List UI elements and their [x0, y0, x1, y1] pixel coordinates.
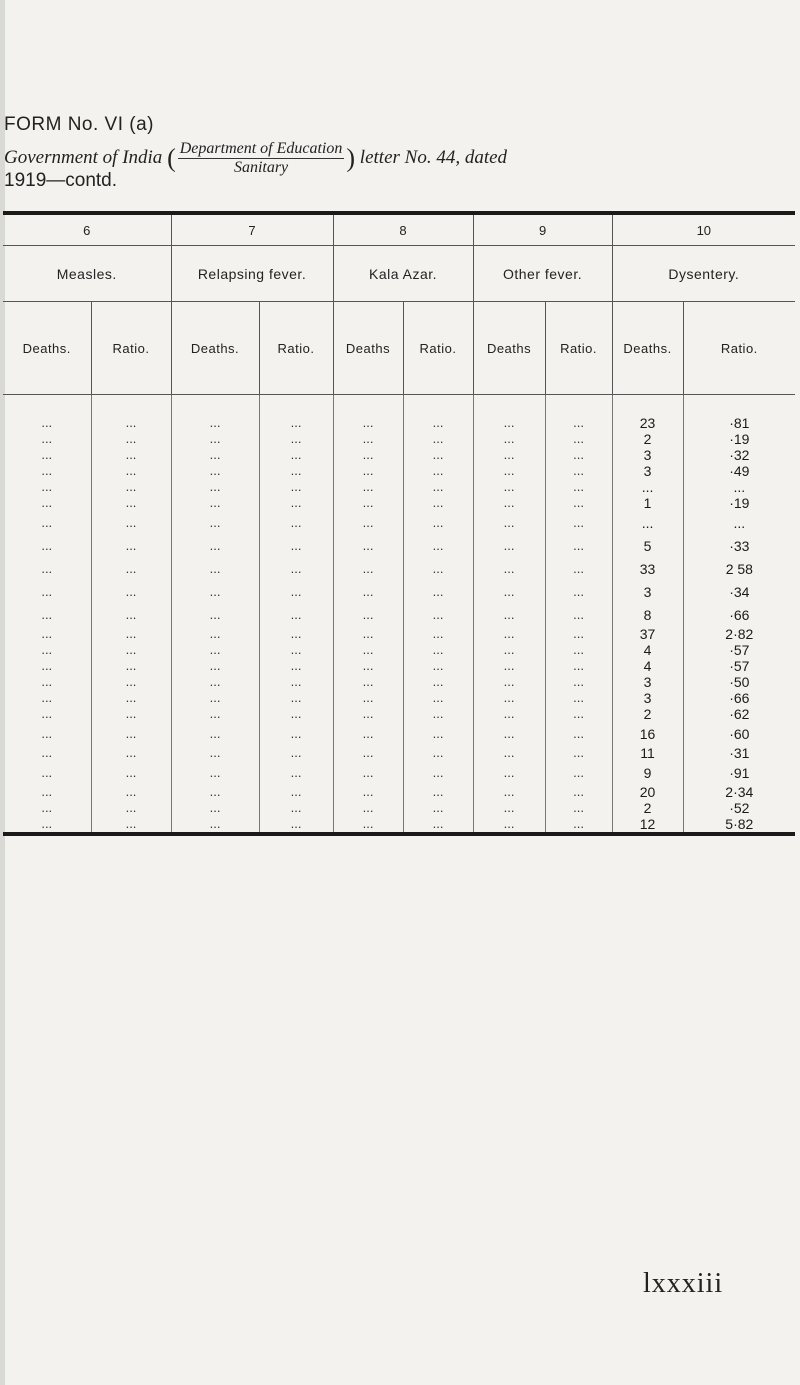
blank-cell: ...	[171, 511, 259, 534]
blank-cell: ...	[171, 415, 259, 431]
blank-cell: ...	[259, 431, 333, 447]
spacer-cell	[171, 395, 259, 416]
disease-name: Relapsing fever.	[171, 246, 333, 302]
blank-cell: ...	[91, 511, 171, 534]
dysentery-deaths-cell: 1	[612, 495, 683, 511]
blank-cell: ...	[545, 511, 612, 534]
blank-cell: ...	[91, 642, 171, 658]
blank-cell: ...	[41, 690, 53, 705]
dysentery-deaths-cell: 2	[612, 706, 683, 722]
dysentery-ratio-cell: 2·82	[683, 626, 795, 642]
blank-cell: ...	[259, 479, 333, 495]
blank-cell: ...	[545, 415, 612, 431]
blank-cell: ...	[259, 447, 333, 463]
blank-cell: ...	[333, 447, 403, 463]
blank-cell: ...	[333, 557, 403, 580]
department-top: Department of Education	[179, 140, 343, 157]
blank-cell: ...	[41, 560, 53, 576]
blank-cell: ...	[545, 674, 612, 690]
blank-cell: ...	[91, 557, 171, 580]
blank-cell: ...	[403, 557, 473, 580]
blank-cell: ...	[333, 674, 403, 690]
blank-cell: ...	[41, 706, 53, 721]
blank-cell: ...	[403, 463, 473, 479]
table-row	[3, 580, 795, 603]
government-prefix: Government of India	[4, 146, 163, 168]
dysentery-deaths-cell: 2	[612, 431, 683, 447]
blank-cell: ...	[545, 603, 612, 626]
blank-cell: ...	[473, 495, 545, 511]
blank-cell: ...	[41, 431, 53, 446]
blank-cell: ...	[403, 626, 473, 642]
spacer-cell	[403, 395, 473, 416]
table-row	[3, 495, 795, 511]
blank-cell: ...	[403, 642, 473, 658]
blank-cell: ...	[403, 603, 473, 626]
blank-cell: ...	[473, 722, 545, 745]
dysentery-ratio-cell: ·66	[683, 603, 795, 626]
blank-cell: ...	[41, 764, 53, 780]
blank-cell: ...	[41, 415, 53, 430]
table-row	[3, 415, 795, 431]
blank-cell: ...	[259, 557, 333, 580]
spacer-cell	[683, 395, 795, 416]
blank-cell: ...	[259, 603, 333, 626]
department-fraction	[178, 140, 345, 177]
blank-cell: ...	[41, 658, 53, 673]
blank-cell: ...	[41, 725, 53, 741]
dysentery-ratio-cell: ·31	[683, 745, 795, 761]
blank-cell: ...	[171, 557, 259, 580]
blank-cell: ...	[259, 511, 333, 534]
blank-cell: ...	[171, 761, 259, 784]
blank-cell: ...	[171, 495, 259, 511]
blank-cell: ...	[473, 479, 545, 495]
blank-cell: ...	[41, 816, 53, 831]
blank-cell: ...	[333, 463, 403, 479]
blank-cell: ...	[91, 761, 171, 784]
disease-table	[3, 211, 795, 836]
page-number: lxxxiii	[643, 1268, 724, 1299]
blank-cell: ...	[545, 784, 612, 800]
blank-cell: ...	[333, 706, 403, 722]
blank-cell: ...	[41, 800, 53, 815]
dysentery-ratio-cell: 2·34	[683, 784, 795, 800]
blank-cell: ...	[545, 800, 612, 816]
blank-cell: ...	[91, 479, 171, 495]
blank-cell: ...	[259, 534, 333, 557]
blank-cell: ...	[473, 690, 545, 706]
dysentery-deaths-cell: 9	[612, 761, 683, 784]
blank-cell: ...	[545, 745, 612, 761]
blank-cell: ...	[41, 606, 53, 622]
blank-cell: ...	[259, 690, 333, 706]
blank-cell: ...	[403, 495, 473, 511]
table-row	[3, 800, 795, 816]
blank-cell: ...	[403, 479, 473, 495]
table-row	[3, 784, 795, 800]
dysentery-ratio-cell: ...	[683, 479, 795, 495]
dysentery-ratio-cell: ·62	[683, 706, 795, 722]
dysentery-deaths-cell: 23	[612, 415, 683, 431]
open-paren: (	[167, 143, 176, 173]
table-row	[3, 690, 795, 706]
sub-header: Deaths.	[612, 302, 683, 395]
blank-cell: ...	[333, 722, 403, 745]
blank-cell: ...	[171, 463, 259, 479]
blank-cell: ...	[473, 674, 545, 690]
blank-cell: ...	[333, 642, 403, 658]
sub-header: Ratio.	[545, 302, 612, 395]
blank-cell: ...	[91, 603, 171, 626]
blank-cell: ...	[333, 495, 403, 511]
blank-cell: ...	[473, 557, 545, 580]
dysentery-deaths-cell: 5	[612, 534, 683, 557]
table-body	[3, 395, 795, 835]
disease-name: Other fever.	[473, 246, 612, 302]
dysentery-ratio-cell: ·32	[683, 447, 795, 463]
column-number: 7	[171, 213, 333, 246]
blank-cell: ...	[473, 626, 545, 642]
blank-cell: ...	[91, 495, 171, 511]
blank-cell: ...	[545, 816, 612, 834]
blank-cell: ...	[403, 784, 473, 800]
blank-cell: ...	[473, 658, 545, 674]
table-row	[3, 722, 795, 745]
blank-cell: ...	[545, 495, 612, 511]
column-number: 8	[333, 213, 473, 246]
table-row	[3, 479, 795, 495]
blank-cell: ...	[259, 816, 333, 834]
table-row	[3, 658, 795, 674]
blank-cell: ...	[259, 415, 333, 431]
blank-cell: ...	[333, 800, 403, 816]
blank-cell: ...	[259, 626, 333, 642]
sub-header: Ratio.	[683, 302, 795, 395]
blank-cell: ...	[473, 642, 545, 658]
spacer-cell	[333, 395, 403, 416]
blank-cell: ...	[333, 745, 403, 761]
blank-cell: ...	[545, 722, 612, 745]
table-row	[3, 642, 795, 658]
blank-cell: ...	[473, 816, 545, 834]
blank-cell: ...	[91, 674, 171, 690]
blank-cell: ...	[403, 816, 473, 834]
blank-cell: ...	[259, 761, 333, 784]
spacer-cell	[473, 395, 545, 416]
blank-cell: ...	[41, 745, 53, 760]
blank-cell: ...	[91, 463, 171, 479]
blank-cell: ...	[91, 447, 171, 463]
blank-cell: ...	[473, 431, 545, 447]
blank-cell: ...	[259, 463, 333, 479]
blank-cell: ...	[171, 626, 259, 642]
blank-cell: ...	[545, 431, 612, 447]
blank-cell: ...	[545, 447, 612, 463]
dysentery-deaths-cell: 8	[612, 603, 683, 626]
blank-cell: ...	[171, 658, 259, 674]
blank-cell: ...	[473, 580, 545, 603]
table-row	[3, 603, 795, 626]
dysentery-ratio-cell: 5·82	[683, 816, 795, 834]
blank-cell: ...	[41, 447, 53, 462]
spacer-cell	[612, 395, 683, 416]
blank-cell: ...	[91, 690, 171, 706]
dysentery-deaths-cell: 20	[612, 784, 683, 800]
blank-cell: ...	[41, 674, 53, 689]
spacer-cell	[545, 395, 612, 416]
table-row	[3, 447, 795, 463]
blank-cell: ...	[333, 690, 403, 706]
dysentery-ratio-cell: ·49	[683, 463, 795, 479]
dysentery-deaths-cell: 3	[612, 674, 683, 690]
blank-cell: ...	[171, 534, 259, 557]
blank-cell: ...	[41, 463, 53, 478]
blank-cell: ...	[473, 511, 545, 534]
dysentery-ratio-cell: ·81	[683, 415, 795, 431]
blank-cell: ...	[171, 603, 259, 626]
blank-cell: ...	[259, 784, 333, 800]
blank-cell: ...	[91, 626, 171, 642]
dysentery-deaths-cell: 3	[612, 690, 683, 706]
blank-cell: ...	[473, 784, 545, 800]
blank-cell: ...	[545, 761, 612, 784]
dysentery-ratio-cell: ·66	[683, 690, 795, 706]
spacer-row	[3, 395, 795, 416]
sub-header-row	[3, 302, 795, 395]
dysentery-ratio-cell: ·34	[683, 580, 795, 603]
spacer-cell	[259, 395, 333, 416]
blank-cell: ...	[473, 706, 545, 722]
dysentery-deaths-cell: 37	[612, 626, 683, 642]
blank-cell: ...	[403, 580, 473, 603]
blank-cell: ...	[171, 706, 259, 722]
table-row	[3, 431, 795, 447]
blank-cell: ...	[91, 415, 171, 431]
blank-cell: ...	[333, 658, 403, 674]
department-bottom: Sanitary	[233, 159, 289, 176]
blank-cell: ...	[171, 479, 259, 495]
dysentery-deaths-cell: 12	[612, 816, 683, 834]
column-number: 6	[83, 222, 91, 238]
blank-cell: ...	[403, 761, 473, 784]
blank-cell: ...	[171, 722, 259, 745]
sub-header: Ratio.	[91, 302, 171, 395]
table-row	[3, 745, 795, 761]
blank-cell: ...	[91, 534, 171, 557]
dysentery-deaths-cell: 16	[612, 722, 683, 745]
dysentery-ratio-cell: ·57	[683, 658, 795, 674]
blank-cell: ...	[545, 642, 612, 658]
disease-name-row	[3, 246, 795, 302]
blank-cell: ...	[91, 658, 171, 674]
blank-cell: ...	[259, 580, 333, 603]
blank-cell: ...	[333, 603, 403, 626]
dysentery-ratio-cell: ·33	[683, 534, 795, 557]
blank-cell: ...	[171, 784, 259, 800]
table-row	[3, 706, 795, 722]
column-number: 9	[473, 213, 612, 246]
blank-cell: ...	[473, 745, 545, 761]
blank-cell: ...	[545, 580, 612, 603]
table-row	[3, 557, 795, 580]
dysentery-deaths-cell: 33	[612, 557, 683, 580]
disease-name: Dysentery.	[612, 246, 795, 302]
blank-cell: ...	[545, 706, 612, 722]
blank-cell: ...	[403, 706, 473, 722]
blank-cell: ...	[545, 626, 612, 642]
blank-cell: ...	[403, 745, 473, 761]
blank-cell: ...	[333, 761, 403, 784]
blank-cell: ...	[171, 447, 259, 463]
blank-cell: ...	[545, 557, 612, 580]
table-row	[3, 534, 795, 557]
dysentery-ratio-cell: ·50	[683, 674, 795, 690]
table-row	[3, 761, 795, 784]
blank-cell: ...	[473, 463, 545, 479]
blank-cell: ...	[171, 642, 259, 658]
blank-cell: ...	[171, 816, 259, 834]
blank-cell: ...	[41, 626, 53, 641]
blank-cell: ...	[473, 415, 545, 431]
blank-cell: ...	[41, 583, 53, 599]
sub-header: Deaths.	[3, 302, 91, 395]
dysentery-deaths-cell: ...	[612, 479, 683, 495]
blank-cell: ...	[259, 722, 333, 745]
sub-header: Deaths	[333, 302, 403, 395]
dysentery-deaths-cell: 3	[612, 447, 683, 463]
dysentery-ratio-cell: ·19	[683, 431, 795, 447]
blank-cell: ...	[171, 674, 259, 690]
blank-cell: ...	[41, 479, 53, 494]
blank-cell: ...	[171, 580, 259, 603]
blank-cell: ...	[473, 761, 545, 784]
blank-cell: ...	[333, 626, 403, 642]
blank-cell: ...	[333, 479, 403, 495]
dysentery-deaths-cell: 2	[612, 800, 683, 816]
disease-name: Kala Azar.	[333, 246, 473, 302]
blank-cell: ...	[171, 690, 259, 706]
blank-cell: ...	[545, 463, 612, 479]
blank-cell: ...	[403, 431, 473, 447]
sub-header: Deaths.	[171, 302, 259, 395]
blank-cell: ...	[333, 816, 403, 834]
blank-cell: ...	[41, 537, 53, 553]
blank-cell: ...	[473, 603, 545, 626]
table-row	[3, 816, 795, 834]
table-row	[3, 463, 795, 479]
blank-cell: ...	[403, 415, 473, 431]
blank-cell: ...	[259, 674, 333, 690]
close-paren: )	[346, 143, 356, 173]
blank-cell: ...	[403, 722, 473, 745]
disease-name: Measles.	[3, 246, 171, 302]
dysentery-ratio-cell: ·57	[683, 642, 795, 658]
blank-cell: ...	[41, 514, 53, 530]
blank-cell: ...	[403, 800, 473, 816]
dysentery-deaths-cell: 4	[612, 658, 683, 674]
dysentery-deaths-cell: 4	[612, 642, 683, 658]
blank-cell: ...	[333, 431, 403, 447]
sub-header: Ratio.	[403, 302, 473, 395]
blank-cell: ...	[259, 800, 333, 816]
form-heading: FORM No. VI (a)	[4, 114, 155, 135]
table-row	[3, 626, 795, 642]
blank-cell: ...	[333, 784, 403, 800]
blank-cell: ...	[171, 431, 259, 447]
blank-cell: ...	[259, 745, 333, 761]
table-row	[3, 511, 795, 534]
column-number: 10	[612, 213, 795, 246]
column-number-row	[3, 213, 795, 246]
blank-cell: ...	[91, 722, 171, 745]
blank-cell: ...	[91, 706, 171, 722]
dysentery-ratio-cell: ·19	[683, 495, 795, 511]
blank-cell: ...	[91, 580, 171, 603]
dysentery-ratio-cell: ·91	[683, 761, 795, 784]
blank-cell: ...	[403, 534, 473, 557]
blank-cell: ...	[91, 745, 171, 761]
year-line: 1919—contd.	[4, 170, 118, 191]
blank-cell: ...	[403, 690, 473, 706]
blank-cell: ...	[91, 431, 171, 447]
sub-header: Ratio.	[259, 302, 333, 395]
dysentery-ratio-cell: ...	[683, 511, 795, 534]
blank-cell: ...	[259, 658, 333, 674]
blank-cell: ...	[403, 447, 473, 463]
blank-cell: ...	[41, 642, 53, 657]
blank-cell: ...	[91, 816, 171, 834]
blank-cell: ...	[473, 800, 545, 816]
blank-cell: ...	[41, 495, 53, 510]
blank-cell: ...	[333, 580, 403, 603]
blank-cell: ...	[403, 511, 473, 534]
sub-header: Deaths	[473, 302, 545, 395]
table-row	[3, 674, 795, 690]
blank-cell: ...	[259, 495, 333, 511]
blank-cell: ...	[333, 534, 403, 557]
blank-cell: ...	[91, 800, 171, 816]
dysentery-deaths-cell: ...	[612, 511, 683, 534]
blank-cell: ...	[403, 658, 473, 674]
blank-cell: ...	[171, 800, 259, 816]
blank-cell: ...	[545, 690, 612, 706]
spacer-cell	[3, 395, 91, 416]
blank-cell: ...	[403, 674, 473, 690]
dysentery-deaths-cell: 11	[612, 745, 683, 761]
dysentery-ratio-cell: ·60	[683, 722, 795, 745]
blank-cell: ...	[333, 415, 403, 431]
blank-cell: ...	[259, 706, 333, 722]
blank-cell: ...	[545, 658, 612, 674]
blank-cell: ...	[259, 642, 333, 658]
blank-cell: ...	[473, 447, 545, 463]
blank-cell: ...	[171, 745, 259, 761]
blank-cell: ...	[545, 534, 612, 557]
letter-number: letter No. 44, dated	[359, 146, 508, 168]
blank-cell: ...	[545, 479, 612, 495]
blank-cell: ...	[41, 784, 53, 799]
dysentery-ratio-cell: ·52	[683, 800, 795, 816]
spacer-cell	[91, 395, 171, 416]
dysentery-deaths-cell: 3	[612, 580, 683, 603]
dysentery-ratio-cell: 2 58	[683, 557, 795, 580]
blank-cell: ...	[91, 784, 171, 800]
blank-cell: ...	[333, 511, 403, 534]
blank-cell: ...	[473, 534, 545, 557]
dysentery-deaths-cell: 3	[612, 463, 683, 479]
